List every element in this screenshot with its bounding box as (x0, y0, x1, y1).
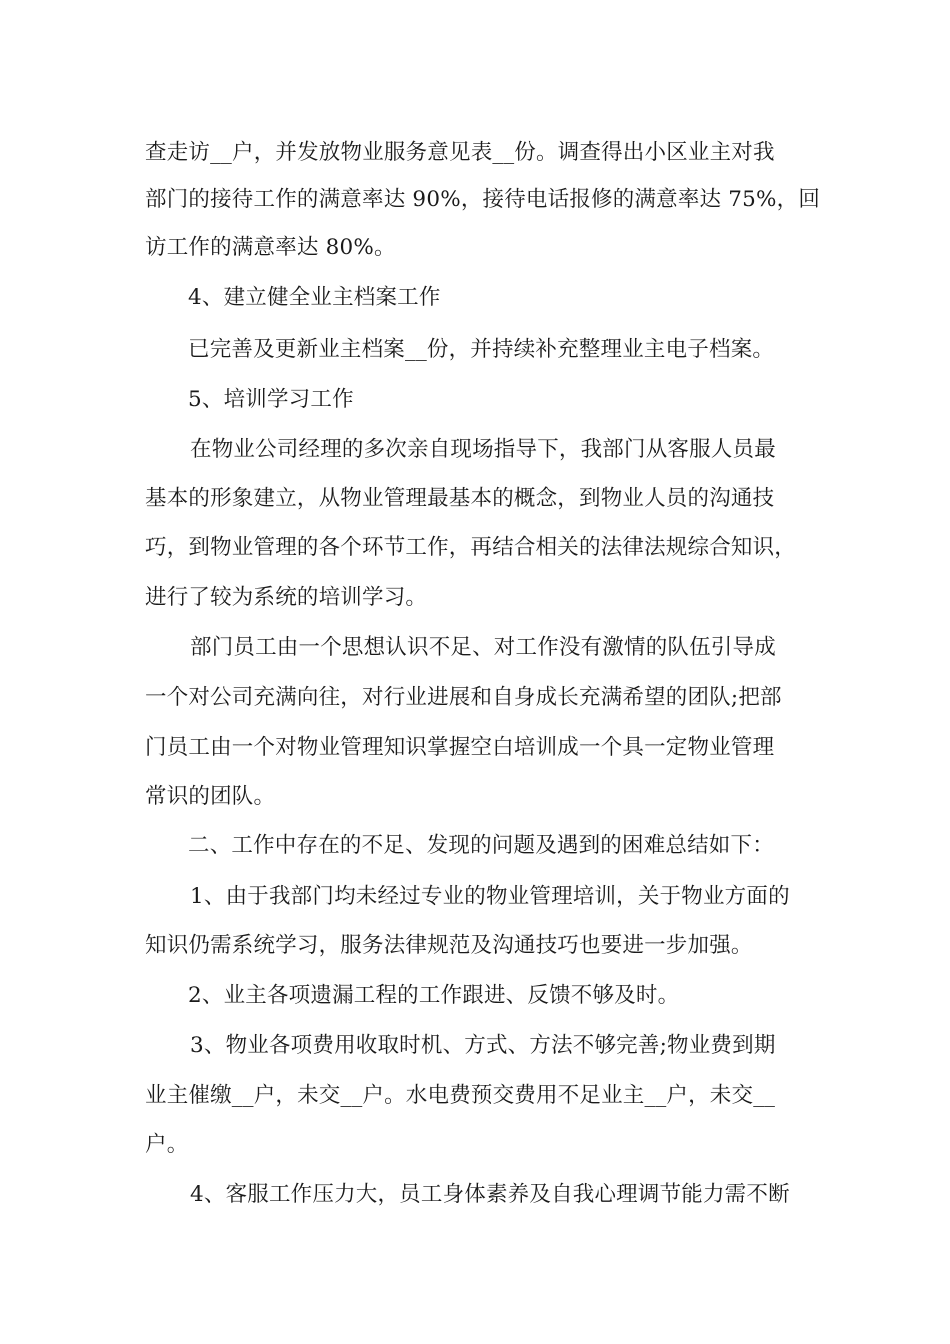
text-line: 3、物业各项费用收取时机、方式、方法不够完善;物业费到期 (190, 1033, 776, 1058)
section-heading: 5、培训学习工作 (188, 387, 354, 412)
text-line: 一个对公司充满向往，对行业进展和自身成长充满希望的团队;把部 (145, 685, 782, 710)
text-line: 访工作的满意率达 80%。 (145, 235, 396, 260)
text-line: 在物业公司经理的多次亲自现场指导下，我部门从客服人员最 (190, 437, 776, 462)
text-line: 进行了较为系统的培训学习。 (145, 585, 428, 610)
text-line: 业主催缴__户，未交__户。水电费预交费用不足业主__户，未交__ (145, 1083, 776, 1108)
text-line: 户。 (145, 1132, 189, 1157)
section-heading: 4、建立健全业主档案工作 (188, 285, 441, 310)
text-line: 已完善及更新业主档案__份，并持续补充整理业主电子档案。 (188, 337, 775, 362)
text-line: 知识仍需系统学习，服务法律规范及沟通技巧也要进一步加强。 (145, 933, 753, 958)
text-line: 部门员工由一个思想认识不足、对工作没有激情的队伍引导成 (190, 635, 776, 660)
text-line: 巧，到物业管理的各个环节工作，再结合相关的法律法规综合知识， (145, 535, 797, 560)
text-line: 门员工由一个对物业管理知识掌握空白培训成一个具一定物业管理 (145, 735, 775, 760)
text-line: 部门的接待工作的满意率达 90%，接待电话报修的满意率达 75%，回 (145, 187, 821, 212)
text-line: 常识的团队。 (145, 784, 276, 809)
text-line: 查走访__户，并发放物业服务意见表__份。调查得出小区业主对我 (145, 140, 775, 165)
text-line: 基本的形象建立，从物业管理最基本的概念，到物业人员的沟通技 (145, 486, 775, 511)
text-line: 2、业主各项遗漏工程的工作跟进、反馈不够及时。 (188, 983, 680, 1008)
section-heading: 二、工作中存在的不足、发现的问题及遇到的困难总结如下： (188, 833, 774, 858)
text-line: 4、客服工作压力大，员工身体素养及自我心理调节能力需不断 (190, 1182, 790, 1207)
text-line: 1、由于我部门均未经过专业的物业管理培训，关于物业方面的 (190, 884, 790, 909)
